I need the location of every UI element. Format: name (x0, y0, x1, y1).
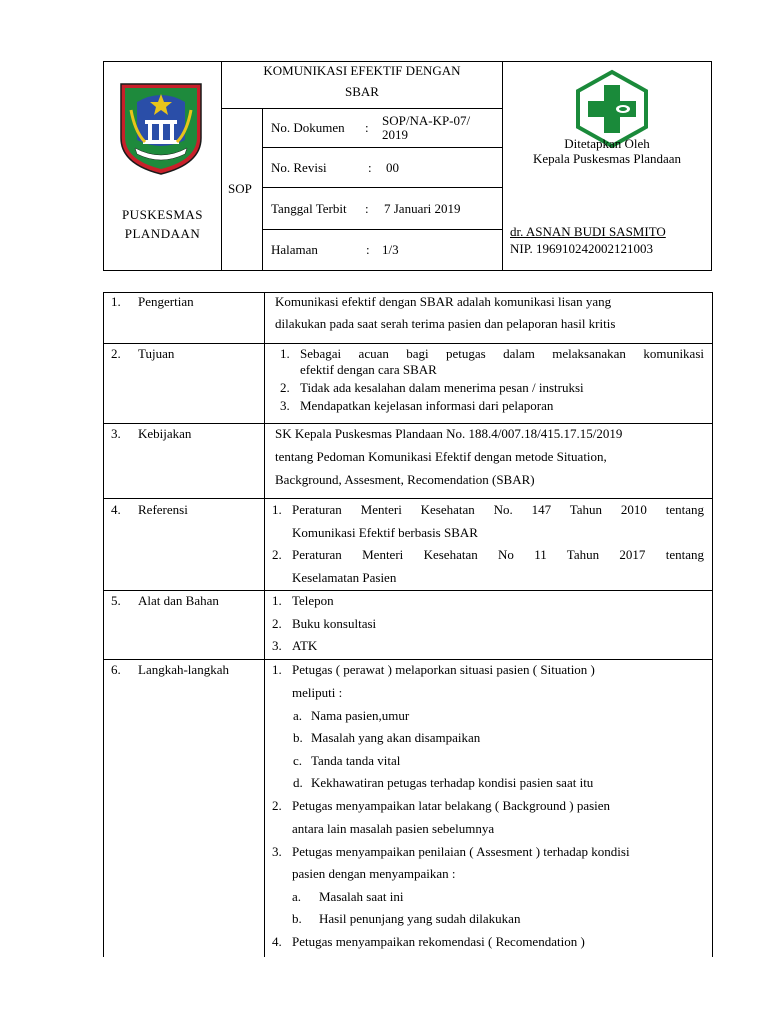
list-number: 1. (272, 502, 282, 517)
issue-date-label: Tanggal Terbit (271, 201, 347, 216)
list-number: 1. (272, 593, 282, 608)
section-number: 1. (111, 294, 121, 309)
sub-list-letter: b. (292, 911, 302, 926)
sub-list-letter: b. (293, 730, 303, 745)
objective-3: Mendapatkan kejelasan informasi dari pelaporan (300, 398, 554, 413)
reference-1-line2: Komunikasi Efektif berbasis SBAR (292, 525, 478, 540)
objective-1-line2: efektif dengan cara SBAR (300, 362, 437, 377)
step-1-line1: Petugas ( perawat ) melaporkan situasi pasien ( Situation ) (292, 662, 595, 677)
step-3-line2: pasien dengan menyampaikan : (292, 866, 456, 881)
body-row-sep-4 (103, 590, 713, 591)
doc-title-line1: KOMUNIKASI EFEKTIF DENGAN (263, 63, 461, 78)
step-2-line2: antara lain masalah pasien sebelumnya (292, 821, 495, 836)
section-number: 4. (111, 502, 121, 517)
section-label-kebijakan: Kebijakan (138, 426, 192, 441)
doc-number-value-line2: 2019 (382, 127, 408, 142)
sub-list-letter: c. (293, 753, 303, 768)
step-3b: Hasil penunjang yang sudah dilakukan (319, 911, 521, 926)
step-3-line1: Petugas menyampaikan penilaian ( Assesment ) terhadap kondisi (292, 844, 630, 859)
step-1a: Nama pasien,umur (311, 708, 410, 723)
step-1b: Masalah yang akan disampaikan (311, 730, 481, 745)
list-number: 3. (272, 638, 282, 653)
policy-line3: Background, Assesment, Recomendation (SBAR) (275, 472, 535, 487)
list-number: 2. (272, 798, 282, 813)
definition-line1: Komunikasi efektif dengan SBAR adalah komunikasi lisan yang (275, 294, 612, 309)
regency-emblem-icon (115, 80, 207, 176)
header-row-sep-1 (262, 147, 503, 148)
list-number: 2. (280, 380, 290, 395)
org-name-line2: PLANDAAN (124, 226, 201, 241)
list-number: 4. (272, 934, 282, 949)
section-number: 5. (111, 593, 121, 608)
tool-1: Telepon (292, 593, 334, 608)
signer-nip: NIP. 196910242002121003 (510, 241, 654, 256)
revision-label: No. Revisi (271, 160, 327, 175)
section-label-tujuan: Tujuan (138, 346, 175, 361)
list-number: 1. (272, 662, 282, 677)
doc-title-line2: SBAR (345, 84, 379, 99)
revision-value: 00 (386, 160, 399, 175)
body-border-right (712, 292, 713, 957)
body-border-left (103, 292, 104, 957)
list-number: 2. (272, 616, 282, 631)
sub-list-letter: a. (293, 708, 303, 723)
page-colon: : (366, 242, 370, 257)
section-label-alat-bahan: Alat dan Bahan (138, 593, 219, 608)
list-number: 3. (280, 398, 290, 413)
sub-list-letter: a. (292, 889, 302, 904)
signer-name: dr. ASNAN BUDI SASMITO (510, 224, 666, 239)
header-row-sep-2 (262, 187, 503, 188)
header-title-underline (221, 108, 503, 109)
policy-line1: SK Kepala Puskesmas Plandaan No. 188.4/007.18/415.17.15/2019 (275, 426, 623, 441)
body-row-sep-1 (103, 343, 713, 344)
step-1c: Tanda tanda vital (311, 753, 401, 768)
header-row-sep-3 (262, 229, 503, 230)
approved-by-label: Ditetapkan Oleh (564, 136, 650, 151)
doc-number-label: No. Dokumen (271, 120, 345, 135)
step-1d: Kekhawatiran petugas terhadap kondisi pasien saat itu (311, 775, 594, 790)
section-number: 2. (111, 346, 121, 361)
reference-2-line1: Peraturan Menteri Kesehatan No 11 Tahun 2017 tentang (292, 547, 704, 562)
list-number: 2. (272, 547, 282, 562)
step-3a: Masalah saat ini (319, 889, 404, 904)
header-border-top (103, 61, 712, 62)
doc-number-colon: : (365, 120, 369, 135)
section-label-pengertian: Pengertian (138, 294, 194, 309)
body-row-sep-3 (103, 498, 713, 499)
step-2-line1: Petugas menyampaikan latar belakang ( Background ) pasien (292, 798, 611, 813)
section-label-langkah: Langkah-langkah (138, 662, 229, 677)
revision-colon: : (368, 160, 372, 175)
step-4: Petugas menyampaikan rekomendasi ( Recomendation ) (292, 934, 585, 949)
page-label: Halaman (271, 242, 318, 257)
section-number: 3. (111, 426, 121, 441)
issue-date-value: 7 Januari 2019 (384, 201, 461, 216)
sop-label: SOP (228, 181, 252, 196)
policy-line2: tentang Pedoman Komunikasi Efektif dengan metode Situation, (275, 449, 607, 464)
section-label-referensi: Referensi (138, 502, 188, 517)
body-row-sep-2 (103, 423, 713, 424)
list-number: 3. (272, 844, 282, 859)
tool-2: Buku konsultasi (292, 616, 377, 631)
header-border-bottom (103, 270, 712, 271)
objective-2: Tidak ada kesalahan dalam menerima pesan / instruksi (300, 380, 584, 395)
header-divider-sop (262, 108, 263, 271)
reference-2-line2: Keselamatan Pasien (292, 570, 397, 585)
doc-number-value-line1: SOP/NA-KP-07/ (382, 113, 471, 128)
tool-3: ATK (292, 638, 318, 653)
body-col-divider (264, 292, 265, 957)
reference-1-line1: Peraturan Menteri Kesehatan No. 147 Tahun 2010 tentang (292, 502, 704, 517)
issue-date-colon: : (365, 201, 369, 216)
objective-1-line1: Sebagai acuan bagi petugas dalam melaksanakan komunikasi (300, 346, 704, 361)
header-border-right (711, 61, 712, 271)
section-number: 6. (111, 662, 121, 677)
org-name-line1: PUSKESMAS (121, 207, 204, 222)
definition-line2: dilakukan pada saat serah terima pasien dan pelaporan hasil kritis (275, 316, 616, 331)
body-row-sep-5 (103, 659, 713, 660)
page-value: 1/3 (382, 242, 399, 257)
approver-title: Kepala Puskesmas Plandaan (532, 151, 682, 166)
sub-list-letter: d. (293, 775, 303, 790)
list-number: 1. (280, 346, 290, 361)
body-border-top (103, 292, 713, 293)
step-1-line2: meliputi : (292, 685, 343, 700)
